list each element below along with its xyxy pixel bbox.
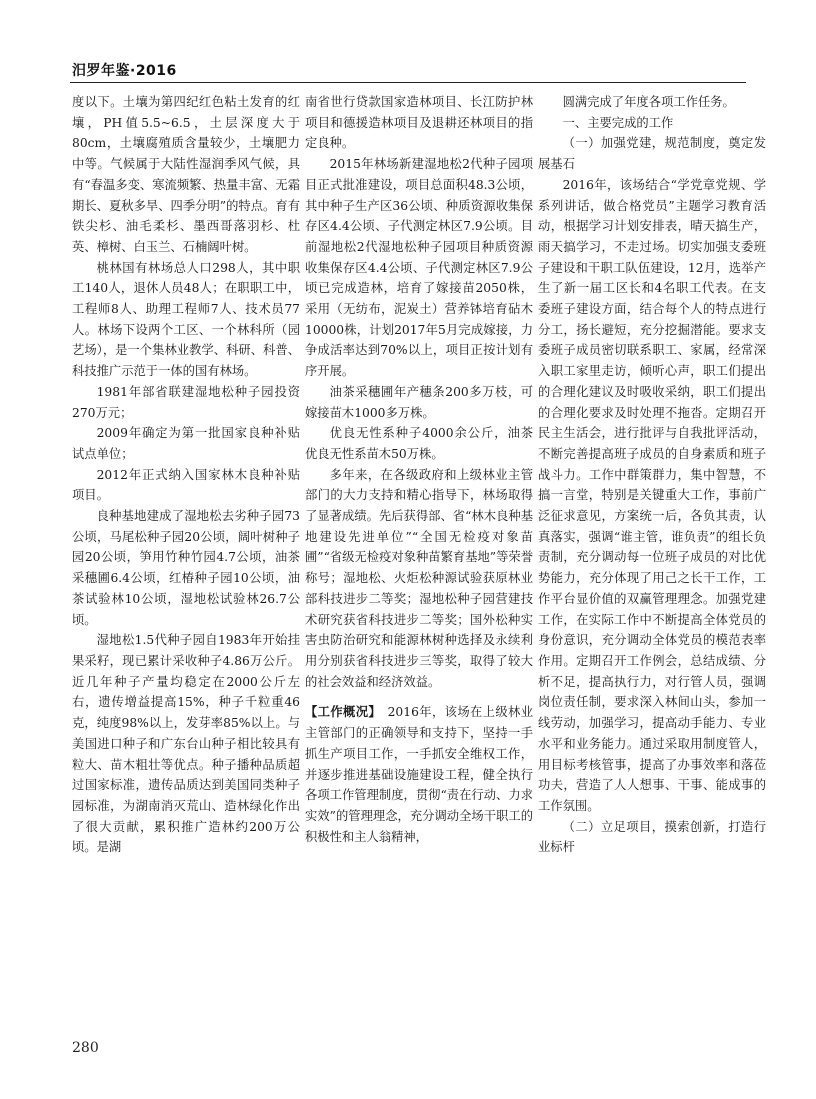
work-overview-paragraph — [305, 702, 533, 847]
paragraph: 2009年确定为第一批国家良种补贴试点单位； — [72, 426, 300, 461]
paragraph: 度以下。土壤为第四纪红色粘土发育的红壤，PH值5.5~6.5，土层深度大于80cm，土壤腐殖质含量较少，土壤肥力中等。气候属于大陆性湿润季风气候，具有“春温多变、寒流频繁、热量丰富、无霜期长、夏秋多旱、四季分明”的特点。育有铁尖杉、油毛柔杉、墨西哥落羽杉、杜英、樟树、白玉兰、石楠阔叶树。 — [72, 95, 300, 254]
paragraph: 2015年林场新建湿地松2代种子园项目正式批准建设，项目总面积48.3公顷，其中种子生产区36公顷、种质资源收集保存区4.4公顷、子代测定林区7.9公顷。目前湿地松2代湿地松种子园项目种质资源收集保存区4.4公顷、子代测定林区7.9公顷已完成造林，培育了嫁接苗2050株，采用（无纺布，泥炭土）营养钵培育砧木10000株，计划2017年5月完成嫁接，力争成活率达到70%以上，项目正按计划有序开展。 — [305, 157, 533, 379]
paragraph: 桃林国有林场总人口298人，其中职工140人，退休人员48人；在职职工中，工程师8人、助理工程师7人、技术员77人。林场下设两个工区、一个林科所（园艺场），是一个集林业教学、科研、科普、科技推广示范于一体的国有林场。 — [72, 260, 300, 379]
paragraph-text: 2016年，该场在上级林业主管部门的正确领导和支持下，坚持一手抓生产项目工作，一手抓安全维权工作，并逐步推进基础设施建设工程，健全执行各项工作管理制度，贯彻“责在行动、力求实效”的管理理念，充分调动全场干职工的积极性和主人翁精神， — [305, 705, 533, 844]
paragraph: 圆满完成了年度各项工作任务。 — [562, 95, 735, 109]
header-rule — [70, 82, 746, 83]
paragraph: 多年来，在各级政府和上级林业主管部门的大力支持和精心指导下，林场取得了显著成绩。先后获得部、省“林木良种基地建设先进单位”“全国无检疫对象苗圃”“省级无检疫对象种苗繁育基地”等荣誉称号；湿地松、火炬松种源试验获原林业部科技进步二等奖；湿地松种子园营建技术研究获省科技进步二等奖；国外松种实害虫防治研究和能源林树种选择及永续利用分别获省科技进步三等奖，取得了较大的社会效益和经济效益。 — [305, 467, 533, 689]
subsection-heading: （二）立足项目，摸索创新，打造行业标杆 — [538, 819, 766, 855]
paragraph: 1981年部省联建湿地松种子园投资270万元； — [72, 384, 300, 420]
subsection-heading: （一）加强党建，规范制度，奠定发展基石 — [538, 136, 766, 172]
section-heading: 一、主要完成的工作 — [562, 115, 674, 130]
page-number: 280 — [72, 1040, 99, 1056]
column-1 — [72, 92, 300, 858]
paragraph: 湿地松1.5代种子园自1983年开始挂果采籽，现已累计采收种子4.86万公斤。近几年种子产量均稳定在2000公斤左右，遗传增益提高15%，种子千粒重46克，纯度98%以上，发芽率85%以上。与美国进口种子和广东台山种子相比较具有粒大、苗木粗壮等优点。种子播种品质超过国家标准，遗传品质达到美国同类种子园标准，为湖南消灭荒山、造林绿化作出了很大贡献，累积推广造林约200万公顷。是湖 — [72, 633, 300, 855]
paragraph: 油茶采穗圃年产穗条200多万枝，可嫁接苗木1000多万株。 — [305, 384, 533, 420]
column-2 — [305, 92, 533, 847]
paragraph: 优良无性系种子4000余公斤，油茶优良无性系苗木50万株。 — [305, 426, 533, 461]
paragraph: 良种基地建成了湿地松去劣种子园73公顷，马尾松种子园20公顷，阔叶树种子园20公顷，笋用竹种竹园4.7公顷，油茶采穗圃6.4公顷，红椿种子园10公顷，油茶试验林10公顷，湿地松试验林26.7公顷。 — [72, 509, 300, 627]
section-label: 【工作概况】 — [305, 705, 375, 720]
paragraph: 2012年正式纳入国家林木良种补贴项目。 — [72, 467, 300, 503]
paragraph: 南省世行贷款国家造林项目、长江防护林项目和德援造林项目及退耕还林项目的指定良种。 — [305, 95, 533, 151]
running-header: 汨罗年鉴·2016 — [72, 63, 177, 79]
paragraph: 2016年，该场结合“学党章党规、学系列讲话，做合格党员”主题学习教育活动，根据学习计划安排表，晴天搞生产，雨天搞学习，不走过场。切实加强支委班子建设和干职工队伍建设，12月，选举产生了新一届工区长和4名职工代表。在支委班子建设方面，结合每个人的特点进行分工，扬长避短，充分挖掘潜能。要求支委班子成员密切联系职工、家属，经常深入职工家里走访，倾听心声，职工们提出的合理化建议及时吸收采纳，职工们提出的合理化要求及时处理不拖沓。定期召开民主生活会，进行批评与自我批评活动，不断完善提高班子成员的自身素质和班子战斗力。工作中群策群力，集中智慧，不搞一言堂，特别是关键重大工作，事前广泛征求意见，方案统一后，各负其责，认真落实，强调“谁主管，谁负责”的组长负责制，充分调动每一位班子成员的对比优势能力，充分体现了用己之长干工作，工作平台显价值的双赢管理理念。加强党建工作，在实际工作中不断提高全体党员的身份意识，充分调动全体党员的模范表率作用。定期召开工作例会，总结成绩、分析不足，提高执行力，对行管人员，强调岗位责任制，要求深入林间山头，参加一线劳动，加强学习，提高动手能力、专业水平和业务能力。通过采取用制度管人，用目标考核管事，提高了办事效率和落莅功夫，营造了人人想事、干事、能成事的工作氛围。 — [538, 177, 766, 813]
column-3 — [538, 92, 766, 858]
